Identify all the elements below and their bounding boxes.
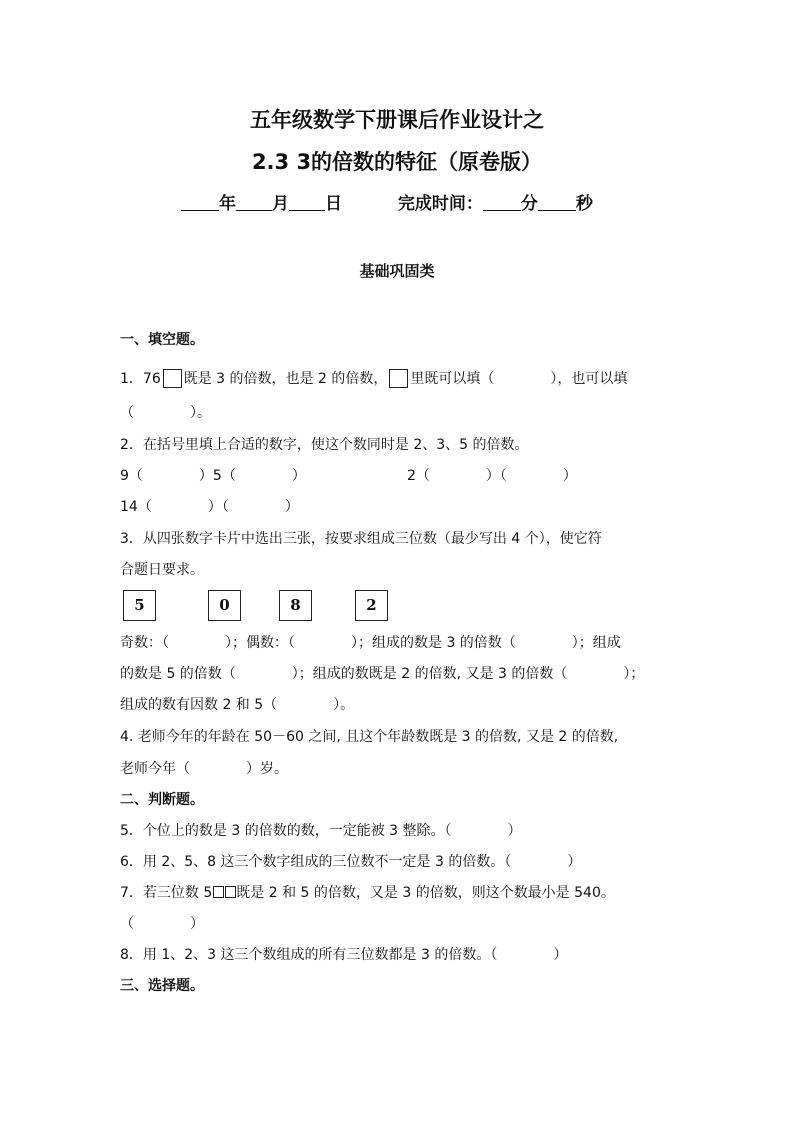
q1-tail: 里既可以填（ ），也可以填 xyxy=(410,371,628,387)
q1-prefix: 1．76 xyxy=(120,371,161,387)
digit-box[interactable] xyxy=(225,886,236,898)
minute-label: 分 xyxy=(520,194,538,214)
question-7-line2: （ ） xyxy=(120,916,204,932)
minute-blank[interactable] xyxy=(483,196,521,211)
digit-box[interactable] xyxy=(213,886,224,898)
dateline xyxy=(181,189,593,214)
number-card: 8 xyxy=(279,590,312,621)
question-3-line5: 组成的数有因数 2 和 5（ ）。 xyxy=(120,697,355,713)
worksheet-subtitle: 2.3 3的倍数的特征（原卷版） xyxy=(251,150,543,174)
q7-prefix: 7．若三位数 5 xyxy=(120,885,213,901)
q7-tail: 既是 2 和 5 的倍数，又是 3 的倍数，则这个数最小是 540。 xyxy=(236,885,615,901)
question-2: 2．在括号里填上合适的数字，使这个数同时是 2、3、5 的倍数。 xyxy=(120,437,529,453)
year-label: 年 xyxy=(219,194,236,214)
question-3-line4: 的数是 5 的倍数（ ）；组成的数既是 2 的倍数, 又是 3 的倍数（ ）； xyxy=(120,666,645,682)
question-1-line2: （ ）。 xyxy=(120,405,211,421)
question-2-a: 9（ ）5（ ） xyxy=(120,468,306,484)
year-blank[interactable] xyxy=(181,196,219,211)
section3-heading: 三、选择题。 xyxy=(120,978,204,994)
day-blank[interactable] xyxy=(289,196,325,211)
number-card: 0 xyxy=(208,590,241,621)
number-card: 5 xyxy=(123,590,156,621)
section1-heading: 一、填空题。 xyxy=(120,332,204,348)
question-3-line3: 奇数：（ ）；偶数：（ ）；组成的数是 3 的倍数（ ）；组成 xyxy=(120,635,621,651)
completion-time-label: 完成时间： xyxy=(397,194,483,214)
section2-heading: 二、判断题。 xyxy=(120,792,204,808)
question-3-line2: 合题日要求。 xyxy=(120,562,204,578)
question-6: 6．用 2、5、8 这三个数字组成的三位数不一定是 3 的倍数。（ ） xyxy=(120,854,582,870)
number-card: 2 xyxy=(355,590,388,621)
second-label: 秒 xyxy=(575,194,593,214)
question-3: 3．从四张数字卡片中选出三张，按要求组成三位数（最少写出 4 个），使它符 xyxy=(120,531,602,547)
q1-mid: 既是 3 的倍数，也是 2 的倍数， xyxy=(183,371,388,387)
worksheet-title: 五年级数学下册课后作业设计之 xyxy=(250,108,544,132)
question-8: 8．用 1、2、3 这三个数组成的所有三位数都是 3 的倍数。（ ） xyxy=(120,947,568,963)
category-heading: 基础巩固类 xyxy=(359,262,435,280)
day-label: 日 xyxy=(325,194,342,214)
month-blank[interactable] xyxy=(236,196,272,211)
month-label: 月 xyxy=(272,194,289,214)
question-4: 4. 老师今年的年龄在 50－60 之间, 且这个年龄数既是 3 的倍数, 又是 2 的倍数, xyxy=(120,729,619,745)
second-blank[interactable] xyxy=(538,196,576,211)
question-2-b: 2（ ）（ ） xyxy=(407,468,577,484)
digit-box[interactable] xyxy=(163,369,182,388)
question-4-line2: 老师今年（ ）岁。 xyxy=(120,761,288,777)
question-7 xyxy=(120,884,615,902)
question-1 xyxy=(120,369,627,388)
digit-box[interactable] xyxy=(389,369,408,388)
question-2-c: 14（ ）（ ） xyxy=(120,499,299,515)
question-5: 5．个位上的数是 3 的倍数的数，一定能被 3 整除。（ ） xyxy=(120,823,522,839)
